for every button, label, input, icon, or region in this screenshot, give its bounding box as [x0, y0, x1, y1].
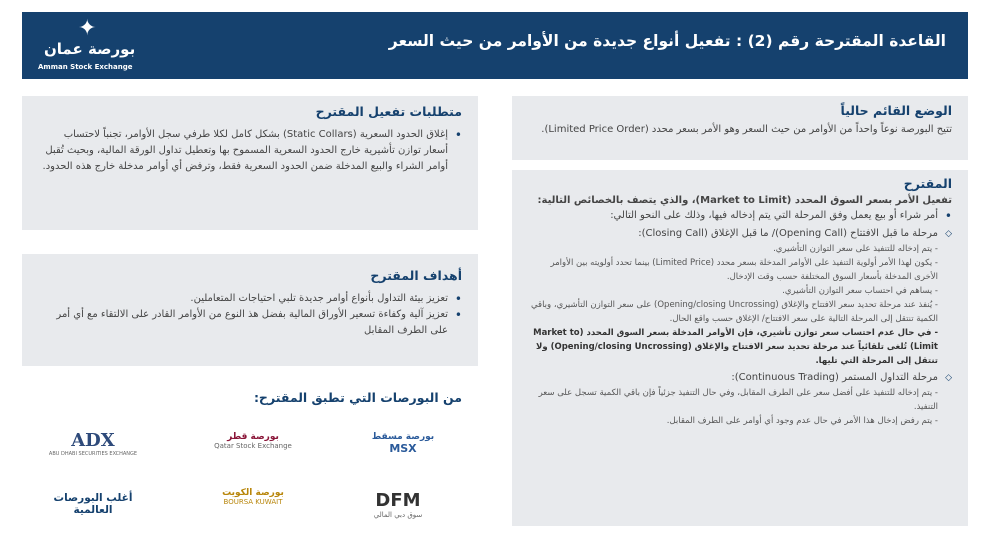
exchanges-panel — [22, 380, 478, 538]
requirements-title: متطلبات تفعيل المقترح — [315, 104, 462, 119]
msx-logo: بورصة مسقط MSX — [371, 432, 435, 455]
phase1-item: - يساهم في احتساب سعر التوازن التأشيري. — [782, 286, 938, 296]
phase1-item: - يكون لهذا الأمر أولوية التنفيذ على الأوامر المدخلة بسعر محدد (Limited Price) بينما تحدد أولويته بين الأوامر الأخرى المدخلة بأسعار السوق المختلفة حسب وقت الإدخال. — [550, 258, 938, 282]
adx-logo: ADX ABU DHABI SECURITIES EXCHANGE — [48, 430, 138, 457]
header-banner — [22, 12, 968, 79]
qse-logo: بورصة قطر Qatar Stock Exchange — [214, 432, 292, 450]
logo-text-ar: بورصة عمان — [44, 40, 136, 58]
phase1-item: - يُنفذ عند مرحلة تحديد سعر الافتتاح والإغلاق (Opening/closing Uncrossing) على سعر التوازن التأشيري، وباقي الكمية تنتقل إلى المرحلة التالية على سعر الافتتاح/ الإغلاق حسب واقع الحال. — [530, 300, 938, 324]
phase1-item: - يتم إدخاله للتنفيذ على سعر التوازن التأشيري. — [773, 244, 938, 254]
proposal-title: المقترح — [903, 176, 952, 191]
requirements-panel — [22, 96, 478, 230]
proposal-panel — [512, 170, 968, 526]
goal-item: • تعزيز آلية وكفاءة تسعير الأوراق المالية بفضل هذ النوع من الأوامر القادر على الالتقاء مع أي أمر على الطرف المقابل — [38, 307, 462, 339]
phase1-item: - في حال عدم احتساب سعر توازن تأشيري، فإن الأوامر المدخلة بسعر السوق المحدد (Market to Limit) تُلغى تلقائياً عند مرحلة تحديد سعر الافتتاح والإغلاق (Opening/closing Uncrossing) ولا تنتقل إلى المرحلة التي تليها. — [533, 328, 938, 366]
dfm-logo: DFM سوق دبي المالي — [373, 490, 423, 519]
phase-opening-closing: ◇ مرحلة ما قبل الافتتاح (Opening Call)/ ما قبل الإغلاق (Closing Call): — [528, 226, 952, 242]
proposal-intro: تفعيل الأمر بسعر السوق المحدد (Market to Limit)، والذي يتصف بالخصائص التالية: — [537, 195, 952, 206]
global-exchanges: أغلب البورصات العالمية — [53, 492, 133, 516]
exchanges-title: من البورصات التي تطبق المقترح: — [253, 390, 462, 405]
proposal-bullet: • أمر شراء أو بيع يعمل وفق المرحلة التي يتم إدخاله فيها، وذلك على النحو التالي: — [528, 208, 952, 224]
current-status-panel — [512, 96, 968, 160]
goal-item: • تعزيز بيئة التداول بأنواع أوامر جديدة تلبي احتياجات المتعاملين. — [38, 291, 462, 307]
goals-panel — [22, 254, 478, 366]
requirements-text: • إغلاق الحدود السعرية (Static Collars) بشكل كامل لكلا طرفي سجل الأوامر، تجنباً لاحتساب أسعار توازن تأشيرية خارج الحدود السعرية المسموح بها وتعطيل تداول الورقة المالية، وبحيث تُقبل أوامر الشراء والبيع المدخلة ضمن الحدود السعرية فقط، وترفض أي أوامر مدخلة خارج هذه الحدود. — [38, 127, 462, 175]
phase2-item: - يتم إدخاله للتنفيذ على أفضل سعر على الطرف المقابل، وفي حال التنفيذ جزئياً فإن باقي الكمية تسجل على سعر التنفيذ. — [538, 388, 938, 412]
exchange-logos — [22, 420, 478, 538]
current-status-title: الوضع القائم حالياً — [840, 103, 952, 118]
current-status-text: تتيح البورصة نوعاً واحداً من الأوامر من حيث السعر وهو الأمر بسعر محدد (Limited Price Order). — [541, 124, 952, 135]
page-title: القاعدة المقترحة رقم (2) : تفعيل أنواع جديدة من الأوامر من حيث السعر — [388, 32, 946, 50]
phase2-item: - يتم رفض إدخال هذا الأمر في حال عدم وجود أي أوامر على الطرف المقابل. — [666, 416, 938, 426]
ase-logo — [38, 18, 138, 76]
phase-continuous: ◇ مرحلة التداول المستمر (Continuous Trading): — [528, 370, 952, 386]
goals-title: أهداف المقترح — [370, 268, 462, 283]
logo-text-en: Amman Stock Exchange — [38, 63, 133, 71]
star-icon: ✦ — [78, 16, 97, 41]
boursa-kuwait-logo: بورصة الكويت BOURSA KUWAIT — [222, 488, 284, 506]
